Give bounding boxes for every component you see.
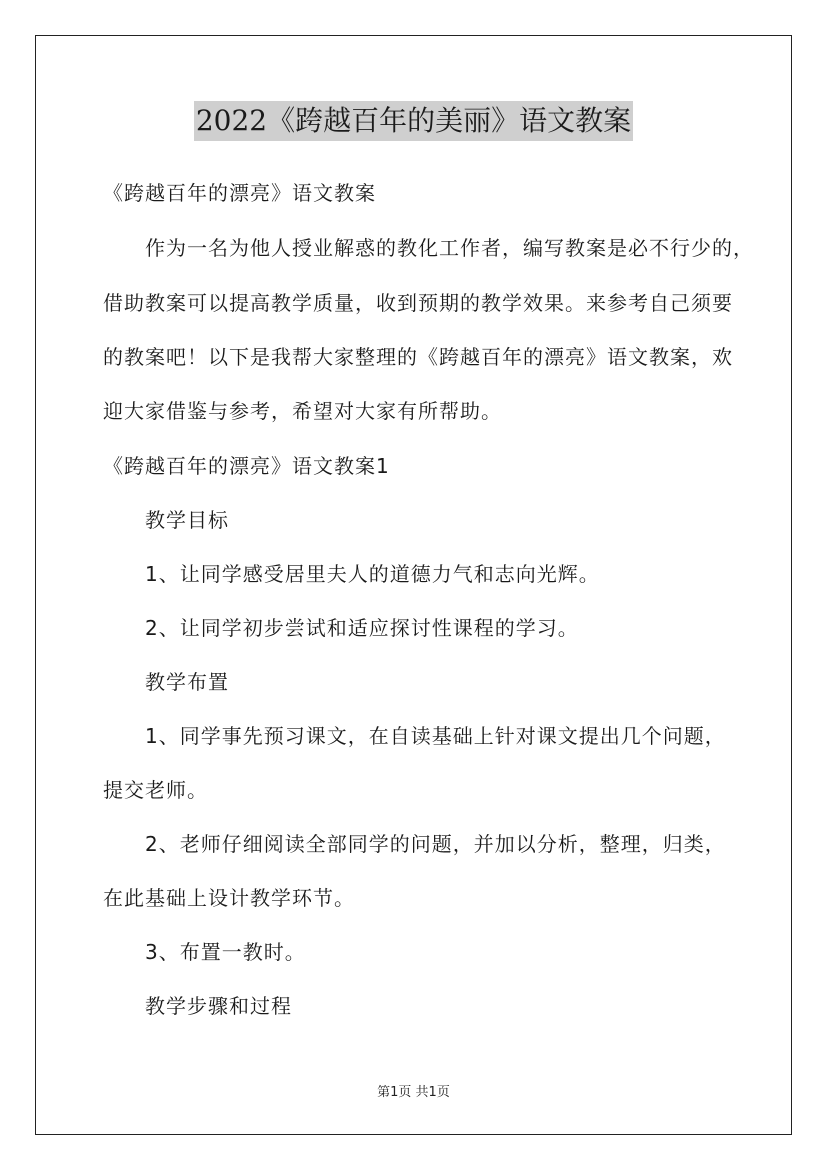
subtitle-line: 《跨越百年的漂亮》语文教案 <box>103 181 376 205</box>
list-item: 1、同学事先预习课文，在自读基础上针对课文提出几个问题， <box>145 724 726 748</box>
paragraph-line: 作为一名为他人授业解惑的教化工作者，编写教案是必不行少的， <box>145 236 754 260</box>
list-item: 1、让同学感受居里夫人的道德力气和志向光辉。 <box>145 562 600 586</box>
list-item: 2、让同学初步尝试和适应探讨性课程的学习。 <box>145 616 579 640</box>
paragraph-line: 提交老师。 <box>103 778 208 802</box>
section-heading: 《跨越百年的漂亮》语文教案1 <box>103 454 390 478</box>
list-item: 2、老师仔细阅读全部同学的问题，并加以分析，整理，归类， <box>145 832 726 856</box>
title-container <box>0 101 827 141</box>
paragraph-line: 在此基础上设计教学环节。 <box>103 886 355 910</box>
section-heading: 教学布置 <box>145 670 229 694</box>
paragraph-line: 借助教案可以提高教学质量，收到预期的教学效果。来参考自己须要 <box>103 291 733 315</box>
paragraph-line: 迎大家借鉴与参考，希望对大家有所帮助。 <box>103 399 502 423</box>
section-heading: 教学步骤和过程 <box>145 994 292 1018</box>
list-item: 3、布置一教时。 <box>145 940 306 964</box>
page-footer: 第1页 共1页 <box>377 1085 450 1100</box>
paragraph-line: 的教案吧！以下是我帮大家整理的《跨越百年的漂亮》语文教案，欢 <box>103 345 733 369</box>
section-heading: 教学目标 <box>145 508 229 532</box>
document-title: 2022《跨越百年的美丽》语文教案 <box>194 101 633 141</box>
